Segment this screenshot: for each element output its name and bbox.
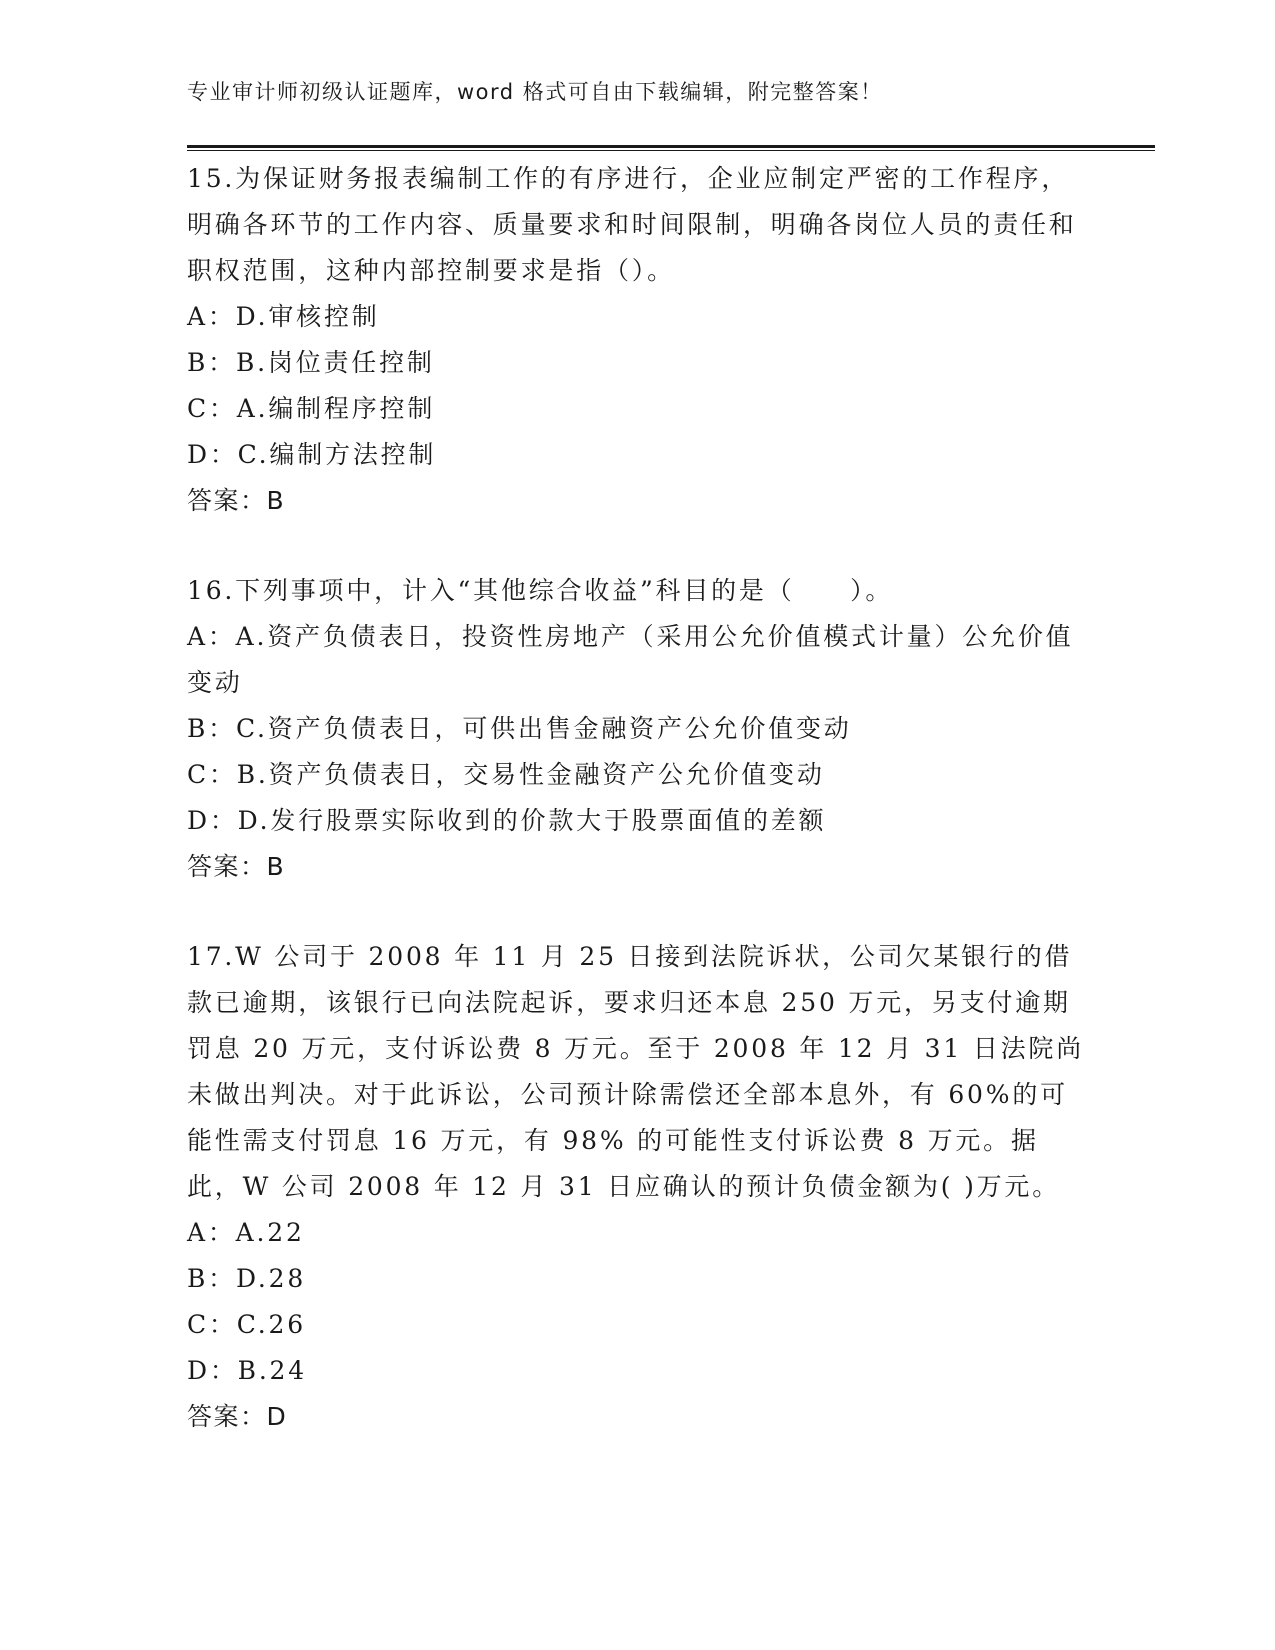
header-rule-thin [187,150,1155,151]
question-stem: 16.下列事项中，计入“其他综合收益”科目的是（ ）。 [187,576,894,605]
option-d: D：D.发行股票实际收到的价款大于股票面值的差额 [187,806,827,835]
spacer [187,524,1087,568]
header-note: 专业审计师初级认证题库，word 格式可自由下载编辑，附完整答案！ [187,80,883,104]
question-15 [187,156,1087,524]
header-rule-thick [187,145,1155,148]
option-b: B：C.资产负债表日，可供出售金融资产公允价值变动 [187,714,852,743]
question-16 [187,568,1087,890]
option-b: B：D.28 [187,1264,307,1293]
option-b: B：B.岗位责任控制 [187,348,435,377]
question-stem: 17.W 公司于 2008 年 11 月 25 日接到法院诉状，公司欠某银行的借款已逾期，该银行已向法院起诉，要求归还本息 250 万元，另支付逾期罚息 20 万元，支付诉讼费 8 万元。至于 2008 年 12 月 31 日法院尚未做出判决。对于此诉讼，公司预计除需偿还全部本息外，有 60%的可能性需支付罚息 16 万元，有 98% 的可能性支付诉讼费 8 万元。据此，W 公司 2008 年 12 月 31 日应确认的预计负债金额为( )万元。 [187,942,1085,1201]
option-a: A：A.资产负债表日，投资性房地产（采用公允价值模式计量）公允价值变动 [187,622,1074,697]
option-c: C：C.26 [187,1310,306,1339]
spacer [187,890,1087,934]
answer: 答案：D [187,1402,288,1431]
option-c: C：A.编制程序控制 [187,394,436,423]
option-a: A：D.审核控制 [187,302,380,331]
option-d: D：C.编制方法控制 [187,440,437,469]
question-stem: 15.为保证财务报表编制工作的有序进行，企业应制定严密的工作程序，明确各环节的工作内容、质量要求和时间限制，明确各岗位人员的责任和职权范围，这种内部控制要求是指（）。 [187,164,1077,285]
option-c: C：B.资产负债表日，交易性金融资产公允价值变动 [187,760,825,789]
answer: 答案：B [187,852,286,881]
option-a: A：A.22 [187,1218,305,1247]
question-17 [187,934,1087,1440]
question-list [187,156,1087,1440]
answer: 答案：B [187,486,286,515]
option-d: D：B.24 [187,1356,307,1385]
